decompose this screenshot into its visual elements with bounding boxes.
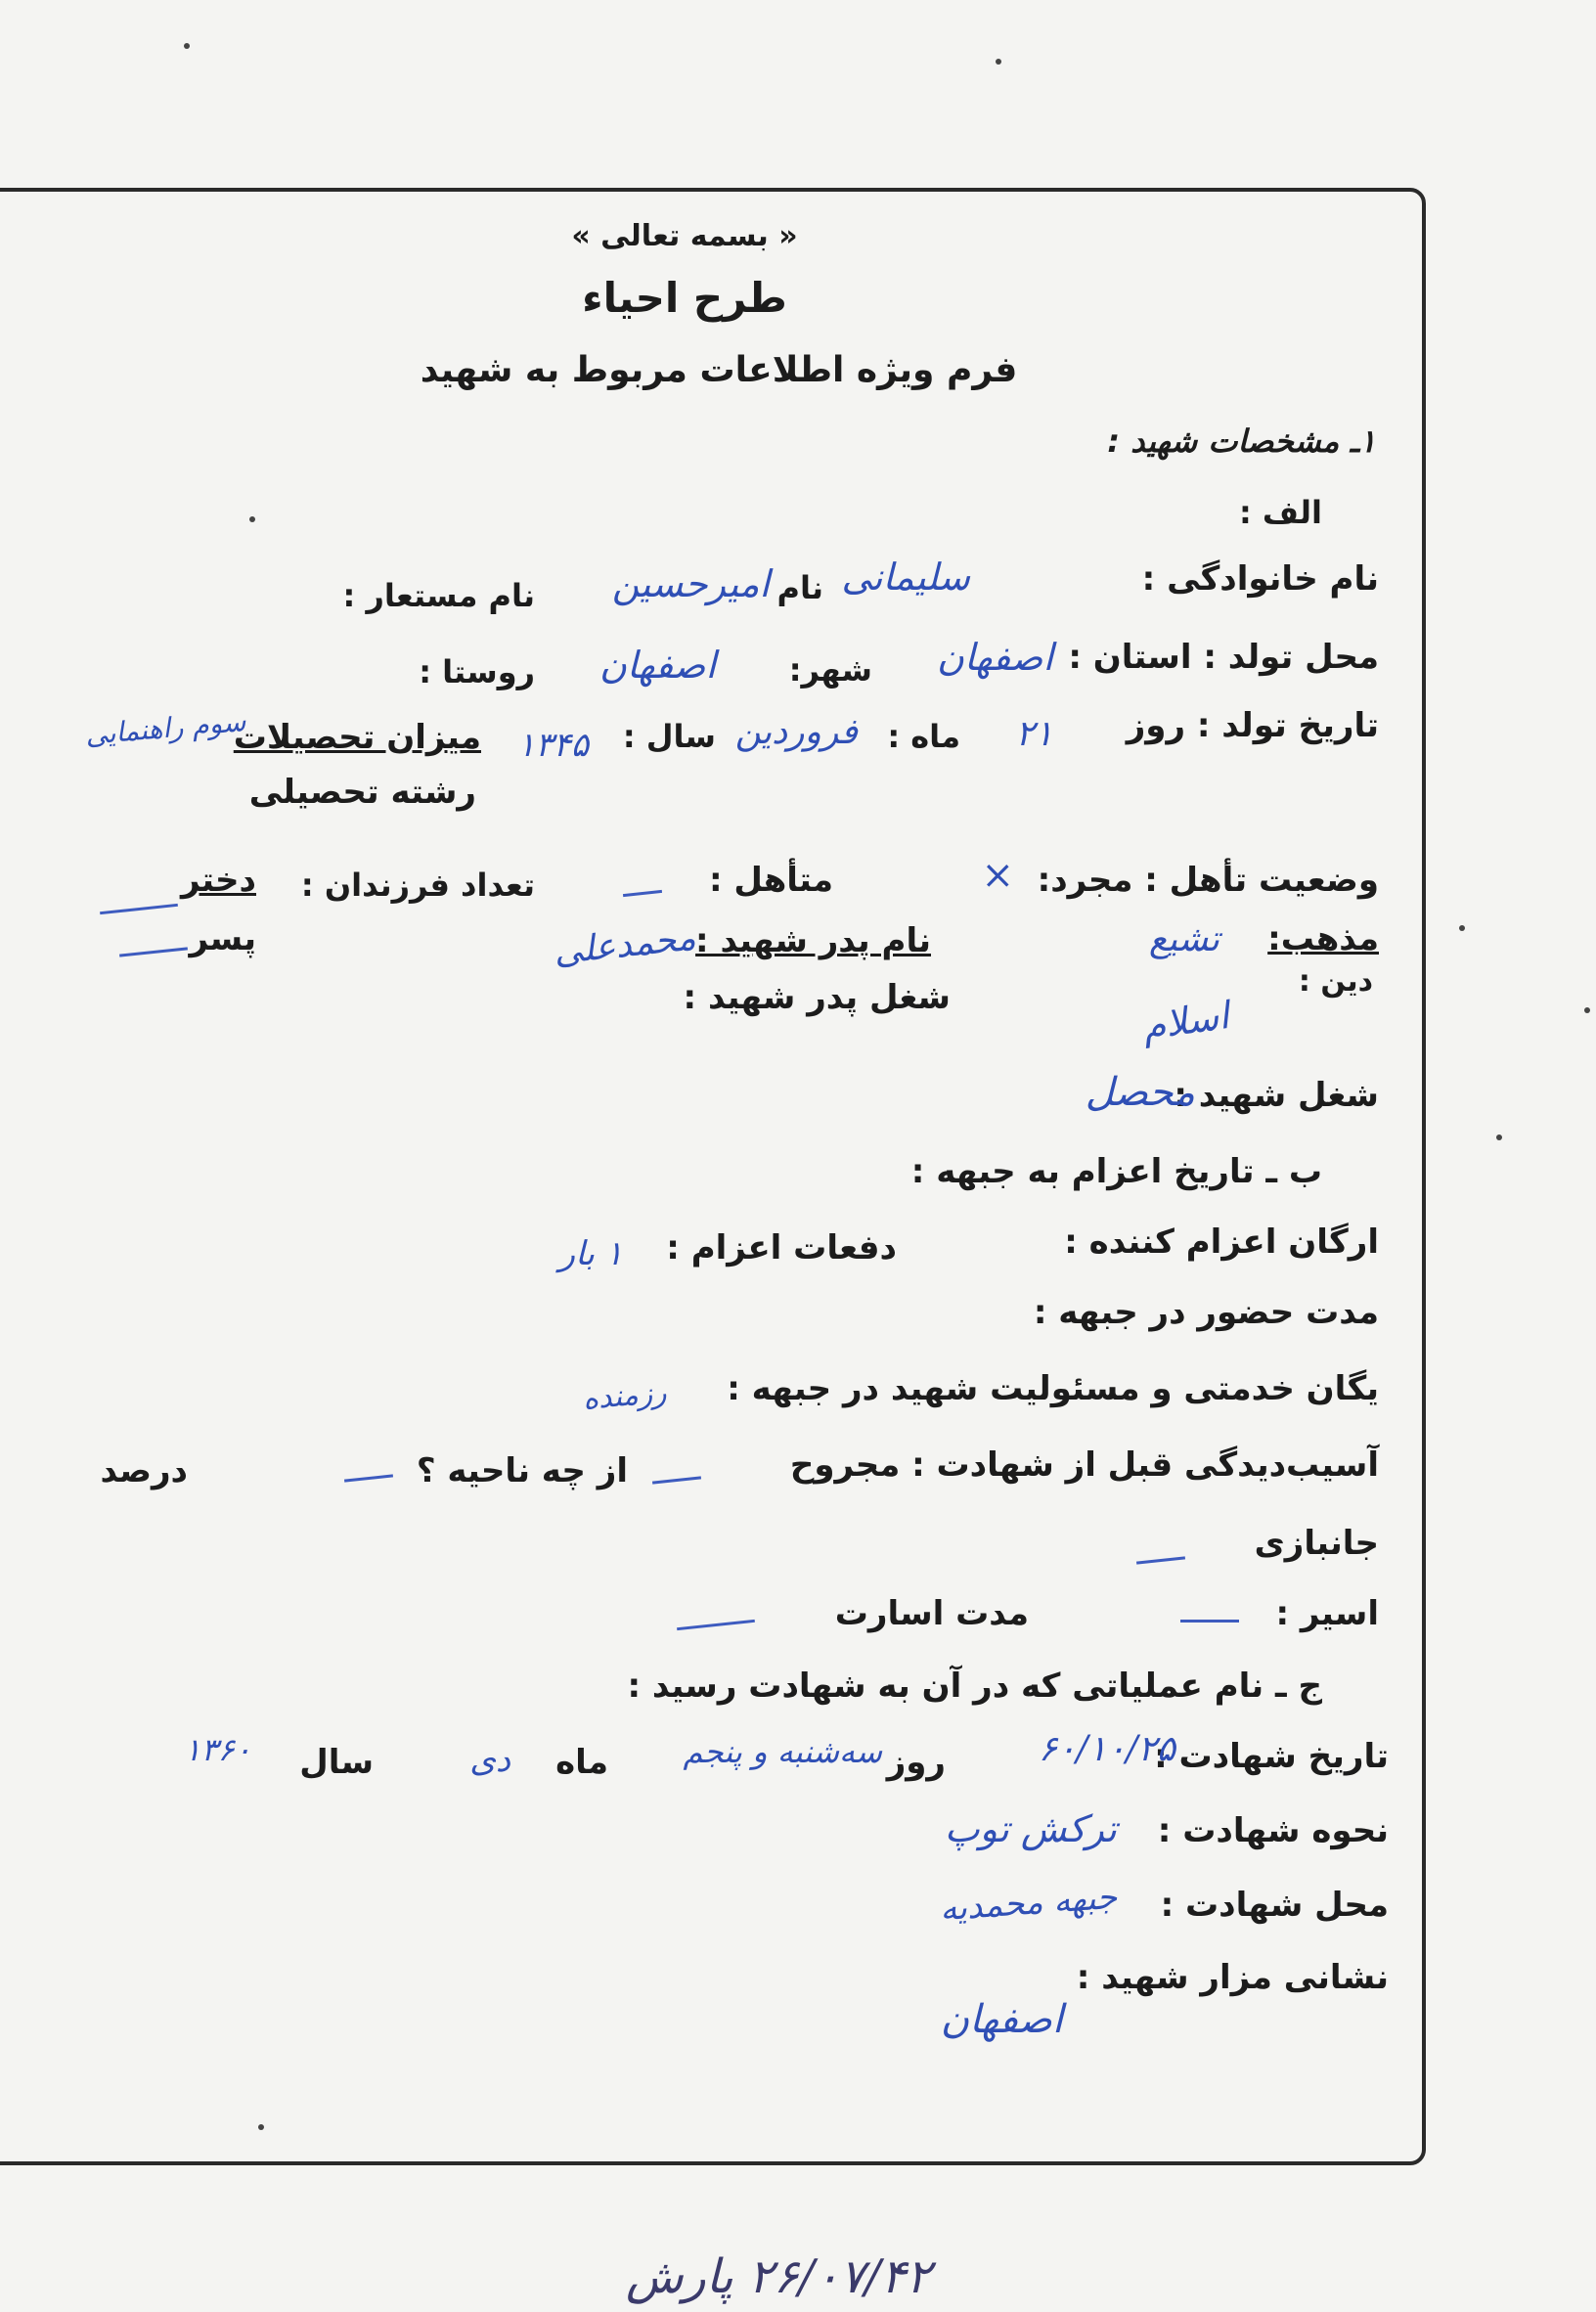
martyrdom-day-label: روز xyxy=(886,1743,946,1782)
deployment-times-label: دفعات اعزام : xyxy=(666,1228,897,1267)
son-label: پسر xyxy=(189,919,256,958)
captive-dash xyxy=(1180,1620,1239,1623)
birthdate-year-value: ۱۳۴۵ xyxy=(516,726,589,765)
given-name-label: نام xyxy=(776,569,823,606)
birthplace-city-value: اصفهان xyxy=(598,644,716,687)
birthplace-province-label: محل تولد : استان : xyxy=(1068,638,1379,677)
deployment-heading: ب ـ تاریخ اعزام به جبهه : xyxy=(910,1152,1322,1191)
family-name-label: نام خانوادگی : xyxy=(1141,559,1379,599)
martyrdom-month-value: دی xyxy=(469,1741,510,1780)
section1-heading: ۱ـ مشخصات شهید : xyxy=(1107,422,1376,460)
single-mark: × xyxy=(981,853,1014,898)
alias-label: نام مستعار : xyxy=(342,577,535,614)
family-name-value: سلیمانی xyxy=(841,556,970,599)
captive-label: اسیر : xyxy=(1275,1594,1379,1633)
scan-speck xyxy=(996,59,1001,65)
martyrdom-year-value: ۱۳۶۰ xyxy=(184,1731,251,1768)
grave-address-value: اصفهان xyxy=(940,1997,1063,2042)
veteran-label: جانبازی xyxy=(1254,1524,1379,1563)
village-label: روستا : xyxy=(419,653,535,690)
scan-speck xyxy=(184,43,190,49)
unit-responsibility-label: یگان خدمتی و مسئولیت شهید در جبهه : xyxy=(727,1369,1379,1408)
birthdate-day-label: تاریخ تولد : روز xyxy=(1126,706,1379,745)
religion-value: اسلام xyxy=(1139,994,1232,1048)
education-label: میزان تحصیلات xyxy=(233,718,481,757)
scan-speck xyxy=(249,516,255,522)
sect-value: تشیع xyxy=(1148,919,1219,959)
grave-address-label: نشانی مزار شهید : xyxy=(1076,1958,1389,1997)
part-a-label: الف : xyxy=(1238,494,1322,531)
birthplace-province-value: اصفهان xyxy=(936,636,1053,679)
martyrdom-place-label: محل شهادت : xyxy=(1160,1886,1389,1925)
birthplace-city-label: شهر: xyxy=(788,651,872,689)
martyrdom-place-value: جبهه محمدیه xyxy=(938,1877,1119,1930)
martyrdom-manner-label: نحوه شهادت : xyxy=(1157,1811,1389,1850)
scan-speck xyxy=(258,2124,264,2130)
children-count-label: تعداد فرزندان : xyxy=(300,867,535,904)
birthdate-day-value: ۲۱ xyxy=(1015,714,1053,754)
form-subtitle: فرم ویژه اطلاعات مربوط به شهید xyxy=(420,350,1018,390)
scan-speck xyxy=(1459,925,1465,931)
martyrdom-month-label: ماه xyxy=(555,1743,608,1782)
unit-responsibility-value: رزمنده xyxy=(582,1375,669,1417)
martyrdom-date-label: تاریخ شهادت : xyxy=(1154,1737,1389,1776)
disability-percent-label: درصد xyxy=(100,1451,188,1490)
martyrdom-manner-value: ترکش توپ xyxy=(944,1807,1117,1850)
martyrdom-day-value: سه‌شنبه و پنجم xyxy=(683,1733,882,1770)
education-value: سوم راهنمایی xyxy=(84,704,248,752)
scan-speck xyxy=(1496,1134,1502,1140)
field-of-study-label: رشته تحصیلی xyxy=(248,773,476,812)
married-label: متأهل : xyxy=(708,861,833,900)
injury-label: آسیب‌دیدگی قبل از شهادت : مجروح xyxy=(789,1445,1379,1485)
martyrdom-date-value: ۶۰/۱۰/۲۵ xyxy=(1038,1729,1175,1769)
occupation-label: شغل شهید : xyxy=(1174,1076,1379,1115)
front-duration-label: مدت حضور در جبهه : xyxy=(1033,1293,1379,1332)
marital-status-label: وضعیت تأهل : مجرد: xyxy=(1037,861,1379,900)
scan-speck xyxy=(1584,1007,1590,1013)
birthdate-year-label: سال : xyxy=(622,718,716,755)
form-title: طرح احیاء xyxy=(582,274,787,322)
given-name-value: امیرحسین xyxy=(611,562,770,605)
injury-area-label: از چه ناحیه ؟ xyxy=(416,1451,628,1490)
occupation-value: محصل xyxy=(1085,1070,1195,1115)
bismillah: « بسمه تعالی » xyxy=(571,219,798,253)
religion-label: دین : xyxy=(1298,964,1373,999)
father-name-value: محمدعلی xyxy=(552,917,698,973)
deployment-times-value: ۱ بار xyxy=(558,1234,623,1273)
footer-handwritten-note: ۲۶/۰۷/۴۲ پارش xyxy=(625,2249,931,2304)
father-occupation-label: شغل پدر شهید : xyxy=(683,978,951,1017)
deploying-org-label: ارگان اعزام کننده : xyxy=(1064,1223,1379,1262)
operation-heading: ج ـ نام عملیاتی که در آن به شهادت رسید : xyxy=(627,1667,1322,1706)
father-name-label: نام پدر شهید : xyxy=(695,921,931,960)
birthdate-month-value: فروردین xyxy=(734,712,858,752)
captivity-duration-label: مدت اسارت xyxy=(834,1594,1029,1633)
martyrdom-year-label: سال xyxy=(299,1743,374,1782)
sect-label: مذهب: xyxy=(1267,919,1379,958)
daughter-label: دختر xyxy=(181,861,256,900)
birthdate-month-label: ماه : xyxy=(887,718,960,755)
